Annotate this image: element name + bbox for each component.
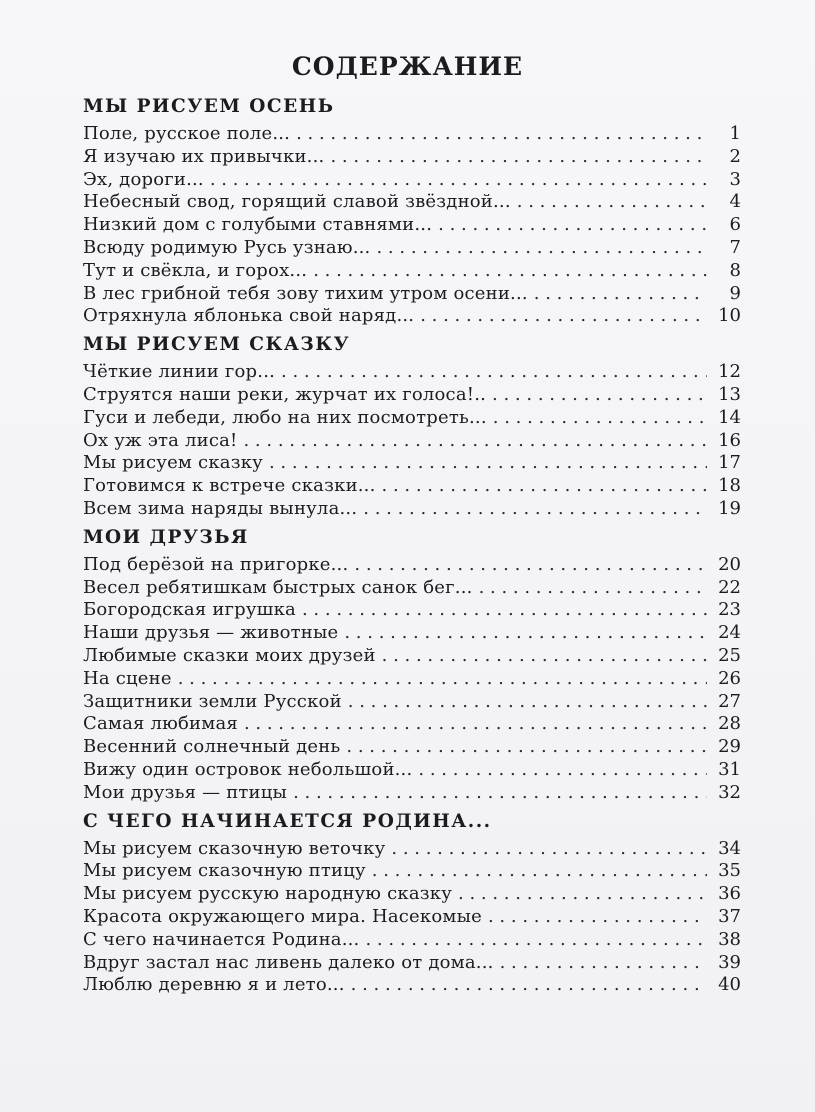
page-number: 32: [718, 781, 741, 803]
dot-leader: [296, 123, 707, 146]
page-number: 3: [729, 168, 741, 190]
toc-entry: [83, 260, 741, 283]
entry-title: Ох уж эта лиса!: [83, 429, 238, 451]
dot-leader: [351, 974, 707, 997]
page-number: 24: [718, 622, 741, 644]
dot-leader: [281, 361, 707, 384]
toc-entry: [83, 691, 741, 714]
toc-entry: [83, 123, 741, 146]
dot-leader: [372, 860, 707, 883]
entry-title: Любимые сказки моих друзей: [83, 644, 376, 666]
entry-title: Готовимся к встрече сказки...: [83, 475, 376, 497]
dot-leader: [365, 929, 707, 952]
page-number: 36: [718, 883, 741, 905]
dot-leader: [330, 146, 707, 169]
entry-title: Наши друзья — животные: [83, 622, 339, 644]
dot-leader: [376, 237, 707, 260]
section-title: МОИ ДРУЗЬЯ: [83, 526, 249, 548]
entry-title: Низкий дом с голубыми ставнями...: [83, 214, 433, 236]
page-number: 27: [718, 690, 741, 712]
entry-title: В лес грибной тебя зову тихим утром осени...: [83, 282, 528, 304]
dot-leader: [479, 577, 707, 600]
dot-leader: [244, 713, 707, 736]
toc-entry: [83, 430, 741, 453]
dot-leader: [354, 554, 707, 577]
table-of-contents: [83, 90, 741, 997]
toc-section: [83, 328, 741, 521]
entry-title: На сцене: [83, 667, 172, 689]
dot-leader: [382, 475, 707, 498]
entry-title: Мы рисуем сказочную птицу: [83, 860, 366, 882]
dot-leader: [500, 952, 707, 975]
page-number: 9: [729, 282, 741, 304]
dot-leader: [363, 498, 707, 521]
entry-title: Мы рисуем русскую народную сказку: [83, 883, 453, 905]
page-number: 40: [718, 974, 741, 996]
toc-section: [83, 805, 741, 998]
page-number: 25: [718, 644, 741, 666]
toc-entry: [83, 384, 741, 407]
page-number: 26: [718, 667, 741, 689]
page-number: 31: [718, 758, 741, 780]
entry-title: Красота окружающего мира. Насекомые: [83, 905, 482, 927]
page-number: 34: [718, 837, 741, 859]
toc-entry: [83, 283, 741, 306]
entry-title: Под берёзой на пригорке...: [83, 553, 349, 575]
page-number: 20: [718, 553, 741, 575]
page-number: 14: [718, 406, 741, 428]
entry-title: Я изучаю их привычки...: [83, 145, 325, 167]
dot-leader: [243, 430, 707, 453]
page-number: 28: [718, 713, 741, 735]
entry-title: Самая любимая: [83, 713, 238, 735]
page-number: 19: [718, 497, 741, 519]
toc-entry: [83, 860, 741, 883]
page-number: 37: [718, 905, 741, 927]
page-number: 13: [718, 383, 741, 405]
dot-leader: [348, 691, 707, 714]
toc-entry: [83, 713, 741, 736]
page-number: 16: [718, 429, 741, 451]
entry-title: Всем зима наряды вынула...: [83, 497, 358, 519]
page-number: 1: [729, 123, 741, 144]
entry-title: Вижу один островок небольшой...: [83, 758, 413, 780]
toc-entry: [83, 974, 741, 997]
toc-entry: [83, 169, 741, 192]
toc-entry: [83, 577, 741, 600]
page-number: 22: [718, 576, 741, 598]
toc-entry: [83, 645, 741, 668]
page-number: 35: [718, 860, 741, 882]
toc-entry: [83, 452, 741, 475]
page-number: 2: [729, 145, 741, 167]
entry-title: Поле, русское поле...: [83, 123, 291, 144]
toc-section: [83, 521, 741, 805]
entry-title: Небесный свод, горящий славой звёздной...: [83, 191, 511, 213]
page-number: 7: [729, 236, 741, 258]
dot-leader: [178, 668, 707, 691]
entry-title: Эх, дороги...: [83, 168, 204, 190]
dot-leader: [313, 260, 707, 283]
entry-title: Люблю деревню я и лето...: [83, 974, 345, 996]
dot-leader: [492, 384, 707, 407]
toc-entry: [83, 736, 741, 759]
entry-title: Тут и свёкла, и горох...: [83, 259, 308, 281]
dot-leader: [517, 191, 707, 214]
toc-entry: [83, 214, 741, 237]
toc-entry: [83, 906, 741, 929]
toc-entry: [83, 191, 741, 214]
entry-title: Богородская игрушка: [83, 599, 296, 621]
entry-title: Весел ребятишкам быстрых санок бег...: [83, 576, 473, 598]
page-number: 8: [729, 259, 741, 281]
toc-entry: [83, 475, 741, 498]
page-number: 6: [729, 214, 741, 236]
dot-leader: [391, 838, 707, 861]
toc-entry: [83, 361, 741, 384]
toc-section: [83, 90, 741, 328]
toc-entry: [83, 622, 741, 645]
toc-entry: [83, 952, 741, 975]
entry-title: Мы рисуем сказочную веточку: [83, 837, 386, 859]
entry-title: Мы рисуем сказку: [83, 452, 263, 474]
entry-title: Защитники земли Русской: [83, 690, 342, 712]
entry-title: С чего начинается Родина...: [83, 928, 360, 950]
toc-entry: [83, 498, 741, 521]
page-number: 17: [718, 452, 741, 474]
toc-entry: [83, 929, 741, 952]
page-number: 18: [718, 475, 741, 497]
entry-title: Мои друзья — птицы: [83, 781, 288, 803]
dot-leader: [382, 645, 707, 668]
entry-title: Струятся наши реки, журчат их голоса!..: [83, 383, 487, 405]
entry-title: Вдруг застал нас ливень далеко от дома...: [83, 951, 494, 973]
dot-leader: [438, 214, 707, 237]
toc-entry: [83, 883, 741, 906]
page-number: 38: [718, 928, 741, 950]
entry-title: Гуси и лебеди, любо на них посмотреть...: [83, 406, 487, 428]
dot-leader: [302, 599, 707, 622]
section-title: МЫ РИСУЕМ СКАЗКУ: [83, 334, 351, 356]
toc-entry: [83, 554, 741, 577]
dot-leader: [210, 169, 707, 192]
dot-leader: [269, 452, 707, 475]
page-number: 12: [718, 361, 741, 383]
page-number: 39: [718, 951, 741, 973]
page-number: 10: [718, 305, 741, 327]
section-title: МЫ РИСУЕМ ОСЕНЬ: [83, 96, 335, 117]
section-title: С ЧЕГО НАЧИНАЕТСЯ РОДИНА...: [83, 810, 492, 832]
dot-leader: [493, 407, 707, 430]
entry-title: Всюду родимую Русь узнаю...: [83, 236, 371, 258]
toc-entry: [83, 599, 741, 622]
dot-leader: [534, 283, 707, 306]
entry-title: Чёткие линии гор...: [83, 361, 276, 383]
dot-leader: [293, 782, 707, 805]
toc-entry: [83, 668, 741, 691]
toc-entry: [83, 305, 741, 328]
toc-entry: [83, 146, 741, 169]
dot-leader: [488, 906, 707, 929]
dot-leader: [420, 305, 707, 328]
toc-entry: [83, 237, 741, 260]
entry-title: Весенний солнечный день: [83, 736, 341, 758]
toc-entry: [83, 838, 741, 861]
page-number: 23: [718, 599, 741, 621]
page-title: СОДЕРЖАНИЕ: [291, 52, 524, 81]
toc-entry: [83, 782, 741, 805]
dot-leader: [458, 883, 707, 906]
page-number: 4: [729, 191, 741, 213]
toc-entry: [83, 759, 741, 782]
dot-leader: [418, 759, 707, 782]
dot-leader: [346, 736, 707, 759]
entry-title: Отряхнула яблонька свой наряд...: [83, 305, 415, 327]
toc-entry: [83, 407, 741, 430]
page-number: 29: [718, 736, 741, 758]
dot-leader: [344, 622, 707, 645]
